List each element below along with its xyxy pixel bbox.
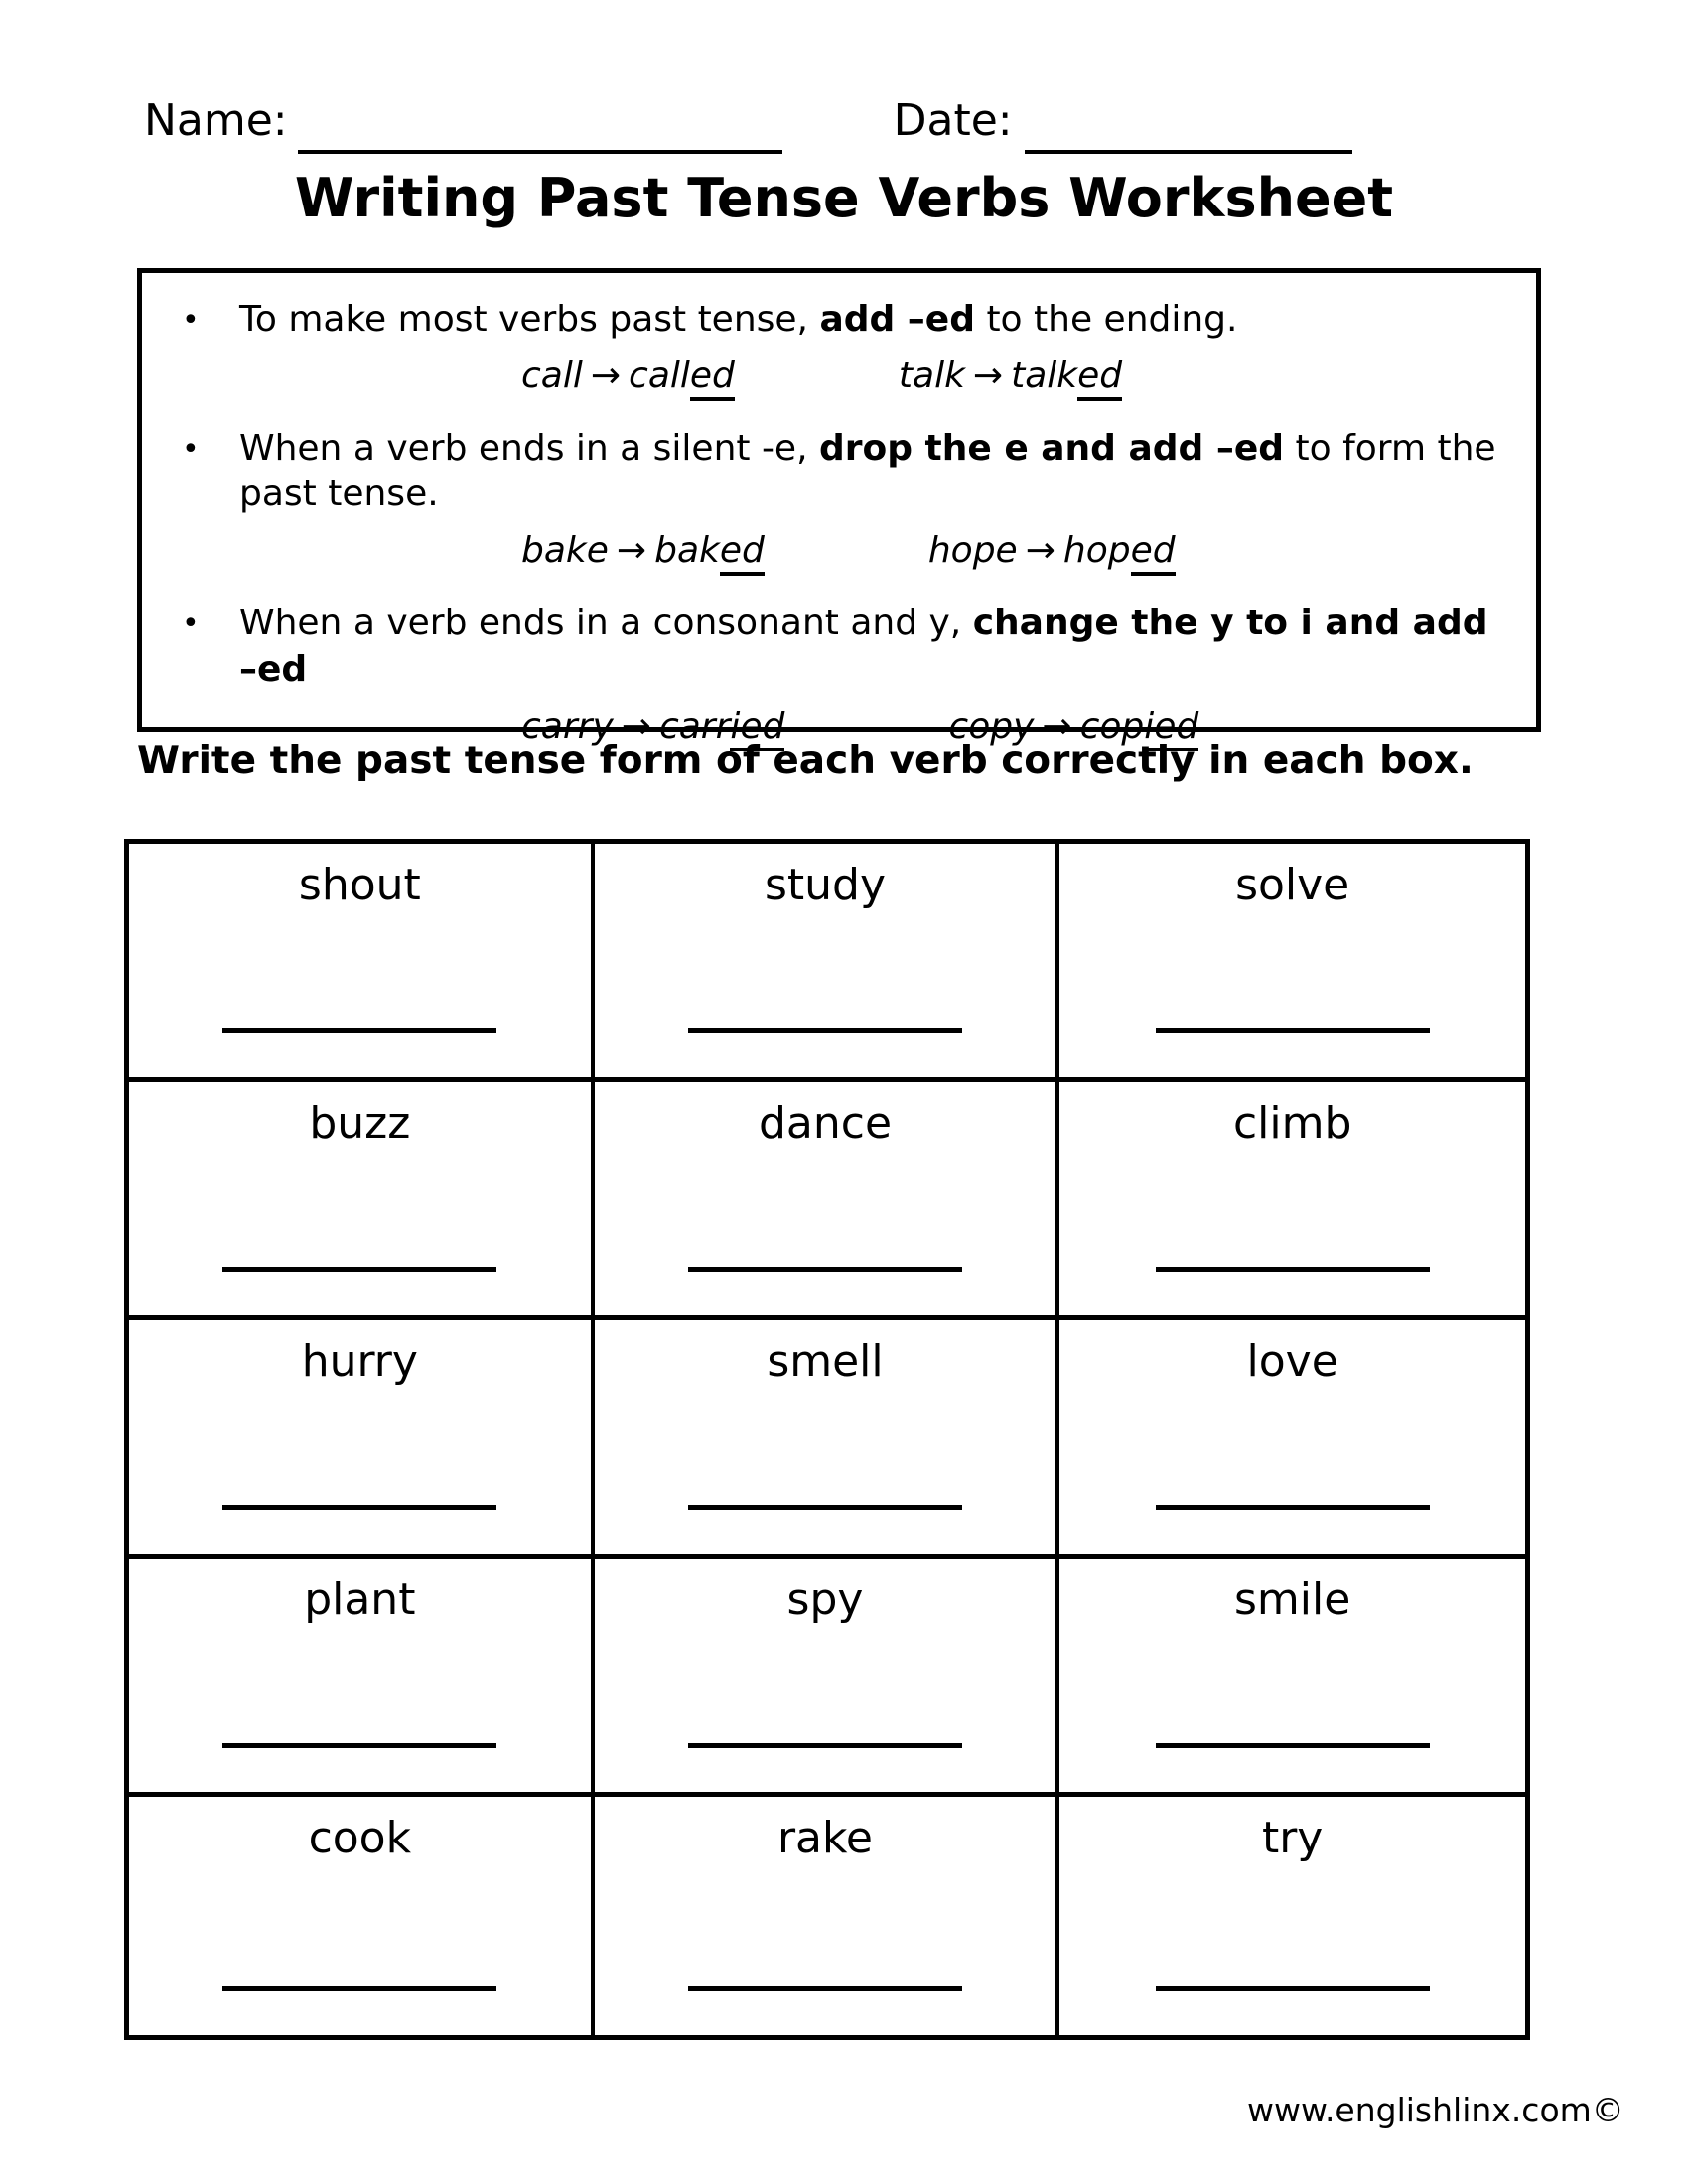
date-label: Date: [893,95,1013,146]
verb-label: dance [758,1098,893,1149]
example-ending: ed [720,530,765,576]
answer-blank-line [688,1267,962,1272]
example-word: copy [948,705,1035,747]
arrow-icon: → [616,530,647,572]
example-stem: carr [658,705,731,747]
example-ending: ed [1131,530,1176,576]
rules-box [137,268,1541,747]
example-stem: talk [1011,354,1078,396]
rule-3-pre: When a verb ends in a consonant and y, [239,602,973,643]
example-ending: ed [690,355,735,401]
website-credit: www.englishlinx.com© [1247,2091,1624,2129]
answer-blank-line [688,1743,962,1748]
arrow-icon: → [1025,530,1055,572]
verb-cell-spy [595,1559,1060,1797]
example-word: hope [927,530,1018,572]
verb-cell-hurry [129,1320,595,1559]
bullet-icon: • [182,606,200,641]
verb-label: plant [304,1574,416,1625]
verb-cell-try [1059,1797,1525,2035]
example-stem: cop [1079,705,1145,747]
example-ending: ied [1144,706,1198,751]
verb-label: love [1246,1336,1338,1387]
verb-cell-solve [1059,844,1525,1082]
bullet-icon: • [182,303,200,338]
example-stem: hop [1062,530,1131,572]
answer-blank-line [222,1028,496,1033]
name-label: Name: [144,95,288,146]
answer-blank-line [1156,1267,1430,1272]
verb-cell-dance [595,1082,1060,1320]
example-word: call [521,354,583,396]
verb-label: study [764,860,886,910]
example-ending: ied [730,706,784,751]
answer-blank-line [688,1028,962,1033]
rule-1 [176,297,1498,343]
name-blank-line [298,106,782,154]
arrow-icon: → [1042,705,1072,747]
instruction-line: Write the past tense form of each verb correctly in each box. [137,739,1474,783]
header-row [144,95,1544,146]
rule-2-post: to form the past tense. [239,427,1496,515]
rule-2-text [239,426,1498,519]
rule-3 [176,601,1498,694]
answer-blank-line [222,1505,496,1510]
verb-grid [124,839,1530,2040]
example-word: talk [898,354,965,396]
answer-blank-line [222,1743,496,1748]
rule-2 [176,426,1498,519]
rule-2-pre: When a verb ends in a silent -e, [239,427,819,469]
example-ending: ed [1077,355,1122,401]
answer-blank-line [1156,1505,1430,1510]
example-word: carry [521,705,614,747]
verb-label: climb [1232,1098,1352,1149]
answer-blank-line [222,1267,496,1272]
verb-label: try [1261,1813,1324,1863]
example-bake-baked [521,528,765,575]
verb-cell-rake [595,1797,1060,2035]
date-blank-line [1025,106,1352,154]
bullet-icon: • [182,431,200,467]
rule-1-pre: To make most verbs past tense, [239,299,820,340]
verb-label: hurry [301,1336,418,1387]
answer-blank-line [1156,1028,1430,1033]
arrow-icon: → [972,354,1004,396]
verb-cell-smell [595,1320,1060,1559]
verb-cell-climb [1059,1082,1525,1320]
verb-cell-shout [129,844,595,1082]
example-stem: call [629,354,690,396]
answer-blank-line [688,1986,962,1991]
verb-label: buzz [309,1098,411,1149]
verb-cell-plant [129,1559,595,1797]
verb-cell-cook [129,1797,595,2035]
example-word: bake [521,530,609,572]
rule-1-examples [521,353,1498,400]
arrow-icon: → [590,354,622,396]
verb-label: spy [786,1574,864,1625]
verb-label: solve [1235,860,1350,910]
verb-cell-study [595,844,1060,1082]
verb-cell-smile [1059,1559,1525,1797]
example-stem: bak [654,530,720,572]
verb-label: rake [776,1813,874,1863]
verb-label: shout [298,860,421,910]
answer-blank-line [222,1986,496,1991]
answer-blank-line [1156,1743,1430,1748]
rule-1-text [239,297,1498,343]
verb-label: smell [767,1336,884,1387]
rule-2-examples [521,528,1498,575]
page-title: Writing Past Tense Verbs Worksheet [294,167,1394,229]
example-talk-talked [899,353,1122,400]
verb-cell-love [1059,1320,1525,1559]
example-hope-hoped [928,528,1176,575]
rule-2-bold: drop the e and add –ed [818,427,1285,469]
rule-1-post: to the ending. [975,299,1238,340]
verb-label: cook [308,1813,412,1863]
verb-cell-buzz [129,1082,595,1320]
verb-label: smile [1234,1574,1351,1625]
rule-3-bold: change the y to i and add –ed [239,602,1488,690]
arrow-icon: → [621,705,651,747]
rule-1-bold: add –ed [819,299,975,340]
rule-3-text [239,601,1498,694]
answer-blank-line [688,1505,962,1510]
example-call-called [521,353,735,400]
answer-blank-line [1156,1986,1430,1991]
